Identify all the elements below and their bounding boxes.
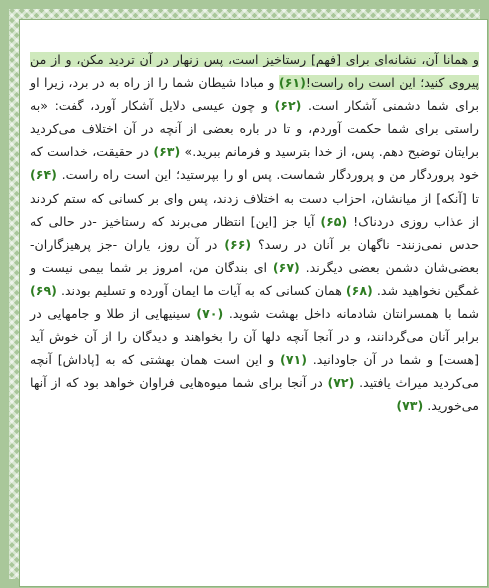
verse-number: (۷۰) xyxy=(196,306,224,322)
verse-number: (۶۹) xyxy=(30,282,57,298)
verse-number: (۶۶) xyxy=(224,236,252,252)
verse-number: (۷۲) xyxy=(327,375,355,391)
verse-text: آیا جز [این] انتظار می‌برند که رستاخیز -در حالی که حدس نمی‌زنند- ناگهان بر آنان در رسد؟ xyxy=(30,213,479,252)
verse-text: و همانا آن، نشانه‌ای برای [فهم] رستاخیز است، پس زنهار در آن تردید مکن، و از من پیروی کنید؛ این است راه راست! xyxy=(30,52,479,91)
verse-text: شما با همسرانتان شادمانه داخل بهشت شوید. xyxy=(223,306,479,322)
verse-number: (۷۳) xyxy=(396,398,424,414)
verse-number: (۶۸) xyxy=(345,282,373,298)
verse-text: تا [آنکه] از میانشان، احزاب دست به اختلاف زدند، پس وای بر کسانی که ستم کردند از عذاب روزی دردناک! xyxy=(30,190,479,229)
verse-text: در آن روز، یاران -جز پرهیزگاران- بعضی‌شان دشمن بعضی دیگرند. xyxy=(30,236,479,275)
verse-text: و چون عیسی دلایل آشکار آورد، گفت: «به راستی برای شما حکمت آوردم، و تا در باره بعضی از آنچه در آن اختلاف می‌کردید برایتان توضیح دهم. پس، از خدا بترسید و فرمانم ببرید.» xyxy=(30,98,479,160)
verse-text: ای بندگان من، امروز بر شما بیمی نیست و غمگین نخواهید شد. xyxy=(30,259,479,298)
verse-number: (۶۷) xyxy=(272,259,300,275)
verse-number: (۷۱) xyxy=(280,352,307,368)
verse-text: همان کسانی که به آیات ما ایمان آورده و تسلیم بودند. xyxy=(56,282,346,298)
verse-text: سینیهایی از طلا و جامهایی در برابر آنان می‌گردانند، و در آنجا آنچه دلها آن را بخواهند و دیدگان را از آن خوش آید [هست] و شما در آن جاودانید. xyxy=(30,306,479,368)
verse-number: (۶۲) xyxy=(274,98,302,114)
verse-text: در حقیقت، خداست که خود پروردگار من و پروردگار شماست. پس او را بپرستید؛ این است راه راست. xyxy=(30,144,479,183)
verse-text: در آنجا برای شما میوه‌هایی فراوان خواهد بود که از آنها می‌خورید. xyxy=(30,375,479,414)
verse-text: و این است همان بهشتی که به [پاداش] آنچه می‌کردید میراث یافتید. xyxy=(30,352,479,391)
verse-number: (۶۵) xyxy=(320,213,348,229)
passage-text xyxy=(30,48,479,418)
verse-number: (۶۳) xyxy=(153,144,181,160)
verse-number: (۶۴) xyxy=(30,167,57,183)
verse-text: و مبادا شیطان شما را از راه به در برد، زیرا او برای شما دشمنی آشکار است. xyxy=(30,75,479,114)
verse-number: (۶۱) xyxy=(278,75,306,91)
text-panel xyxy=(19,19,488,587)
